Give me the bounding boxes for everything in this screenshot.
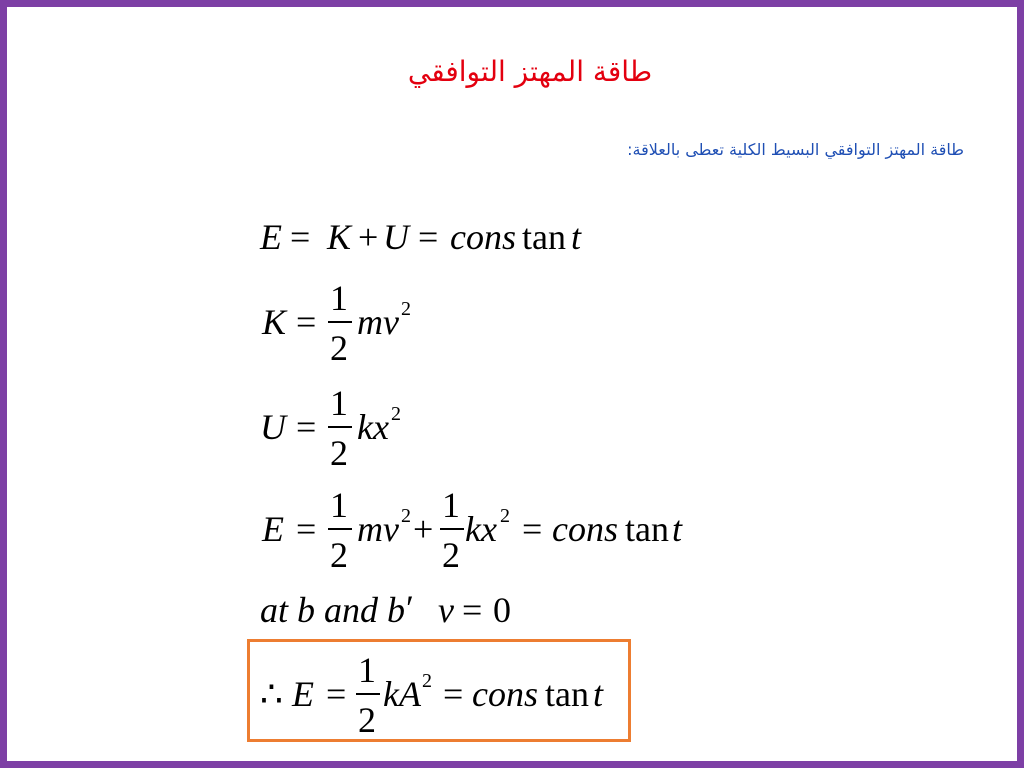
- digit-zero: 0: [493, 590, 511, 630]
- symbol-t: t: [672, 509, 683, 549]
- equals-sign: =: [522, 509, 543, 549]
- therefore-symbol: ∴: [260, 674, 283, 714]
- word-cons: cons: [472, 674, 538, 714]
- fraction-denominator: 2: [330, 433, 348, 473]
- equals-sign: =: [296, 407, 317, 447]
- equals-sign: =: [443, 674, 464, 714]
- word-cons: cons: [450, 217, 516, 257]
- equals-sign: =: [296, 302, 317, 342]
- fraction-bar: [440, 528, 464, 530]
- term-mv: mv: [357, 509, 399, 549]
- term-kx: kx: [465, 509, 497, 549]
- equation-condition: [260, 590, 520, 634]
- term-kA: kA: [383, 674, 421, 714]
- word-tan: tan: [522, 217, 566, 257]
- symbol-E: E: [292, 674, 314, 714]
- fraction-bar: [356, 693, 380, 695]
- plus-sign: +: [413, 509, 434, 549]
- fraction-bar: [328, 321, 352, 323]
- term-mv: mv: [357, 302, 399, 342]
- symbol-E: E: [260, 217, 282, 257]
- word-tan: tan: [625, 509, 669, 549]
- fraction-denominator: 2: [330, 328, 348, 368]
- symbol-t: t: [593, 674, 604, 714]
- equals-sign: =: [462, 590, 483, 630]
- exponent: 2: [401, 298, 411, 320]
- fraction-numerator: 1: [330, 383, 348, 423]
- symbol-U: U: [260, 407, 286, 447]
- equation-kinetic-energy: [260, 278, 430, 368]
- symbol-E: E: [262, 509, 284, 549]
- fraction-numerator: 1: [358, 650, 376, 690]
- exponent: 2: [422, 670, 432, 692]
- exponent: 2: [500, 505, 510, 527]
- symbol-K: K: [327, 217, 352, 257]
- symbol-t: t: [571, 217, 582, 257]
- term-kx: kx: [357, 407, 389, 447]
- slide-subtitle: طاقة المهتز التوافقي البسيط الكلية تعطى بالعلاقة:: [627, 140, 964, 159]
- fraction-bar: [328, 528, 352, 530]
- prime-mark: ′: [406, 588, 414, 628]
- equals-sign: =: [296, 509, 317, 549]
- condition-text: at b and b: [260, 590, 406, 630]
- equation-total-energy: [260, 215, 600, 265]
- fraction-numerator: 1: [442, 485, 460, 525]
- slide-title: طاقة المهتز التوافقي: [407, 55, 653, 88]
- equation-potential-energy: [260, 383, 420, 473]
- equals-sign: =: [290, 217, 311, 257]
- symbol-v: v: [438, 590, 454, 630]
- fraction-denominator: 2: [358, 700, 376, 740]
- exponent: 2: [401, 505, 411, 527]
- fraction-bar: [328, 426, 352, 428]
- fraction-denominator: 2: [330, 535, 348, 575]
- fraction-denominator: 2: [442, 535, 460, 575]
- equation-result: [260, 650, 620, 740]
- plus-sign: +: [358, 217, 379, 257]
- equation-energy-sum: [260, 485, 700, 575]
- word-tan: tan: [545, 674, 589, 714]
- exponent: 2: [391, 403, 401, 425]
- fraction-numerator: 1: [330, 485, 348, 525]
- equals-sign: =: [418, 217, 439, 257]
- fraction-numerator: 1: [330, 278, 348, 318]
- word-cons: cons: [552, 509, 618, 549]
- symbol-K: K: [262, 302, 287, 342]
- equals-sign: =: [326, 674, 347, 714]
- symbol-U: U: [383, 217, 409, 257]
